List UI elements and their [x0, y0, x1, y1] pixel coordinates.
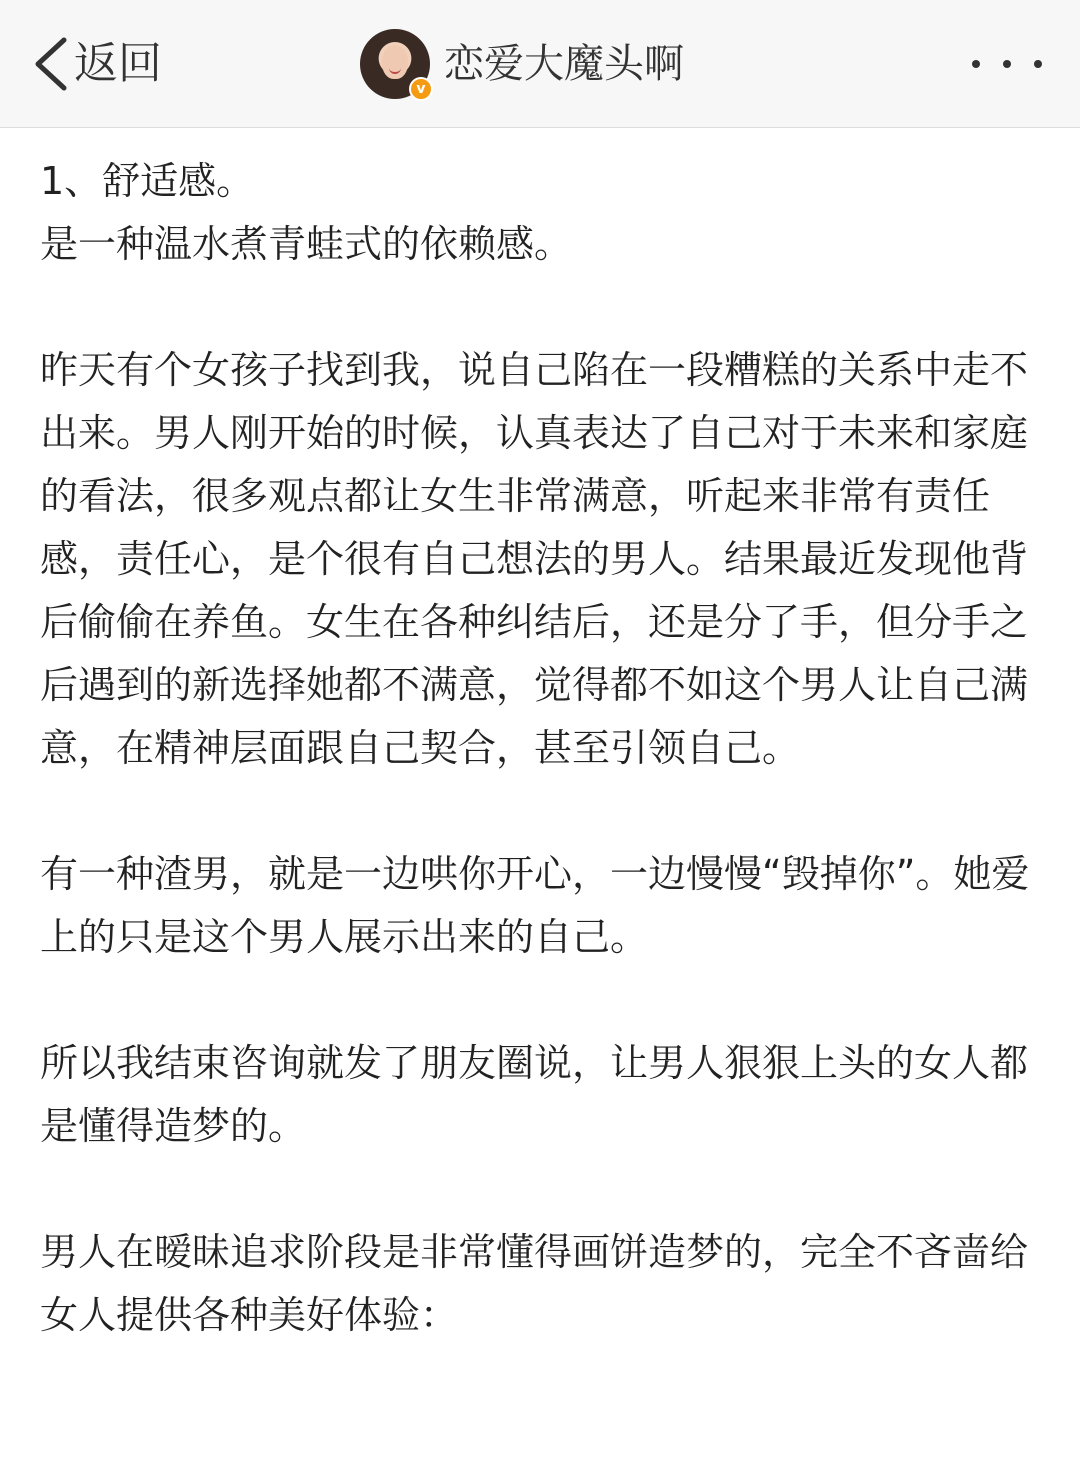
back-label: 返回 — [74, 38, 162, 89]
top-navigation-bar — [0, 0, 1080, 128]
verified-icon: v — [409, 77, 433, 101]
avatar[interactable] — [360, 29, 430, 99]
post-paragraph: 昨天有个女孩子找到我，说自己陷在一段糟糕的关系中走不出来。男人刚开始的时候，认真表达了自己对于未来和家庭的看法，很多观点都让女生非常满意，听起来非常有责任感，责任心，是个很有自己想法的男人。结果最近发现他背后偷偷在养鱼。女生在各种纠结后，还是分了手，但分手之后遇到的新选择她都不满意，觉得都不如这个男人让自己满意，在精神层面跟自己契合，甚至引领自己。 — [40, 348, 1029, 770]
post-content — [40, 150, 1040, 1347]
post-paragraph: 1、舒适感。 是一种温水煮青蛙式的依赖感。 — [40, 159, 573, 266]
account-header[interactable] — [360, 26, 684, 102]
back-button[interactable] — [30, 28, 162, 100]
chevron-left-icon — [30, 36, 72, 92]
more-dot-icon — [1034, 60, 1042, 68]
post-paragraph: 男人在暧昧追求阶段是非常懂得画饼造梦的，完全不吝啬给女人提供各种美好体验： — [40, 1230, 1029, 1337]
account-name[interactable]: 恋爱大魔头啊 — [444, 41, 684, 87]
more-dot-icon — [1003, 60, 1011, 68]
more-dot-icon — [972, 60, 980, 68]
post-paragraph: 所以我结束咨询就发了朋友圈说，让男人狠狠上头的女人都是懂得造梦的。 — [40, 1041, 1029, 1148]
post-paragraph: 有一种渣男，就是一边哄你开心，一边慢慢“毁掉你”。她爱上的只是这个男人展示出来的自己。 — [40, 852, 1030, 959]
more-options-button[interactable] — [972, 50, 1042, 78]
